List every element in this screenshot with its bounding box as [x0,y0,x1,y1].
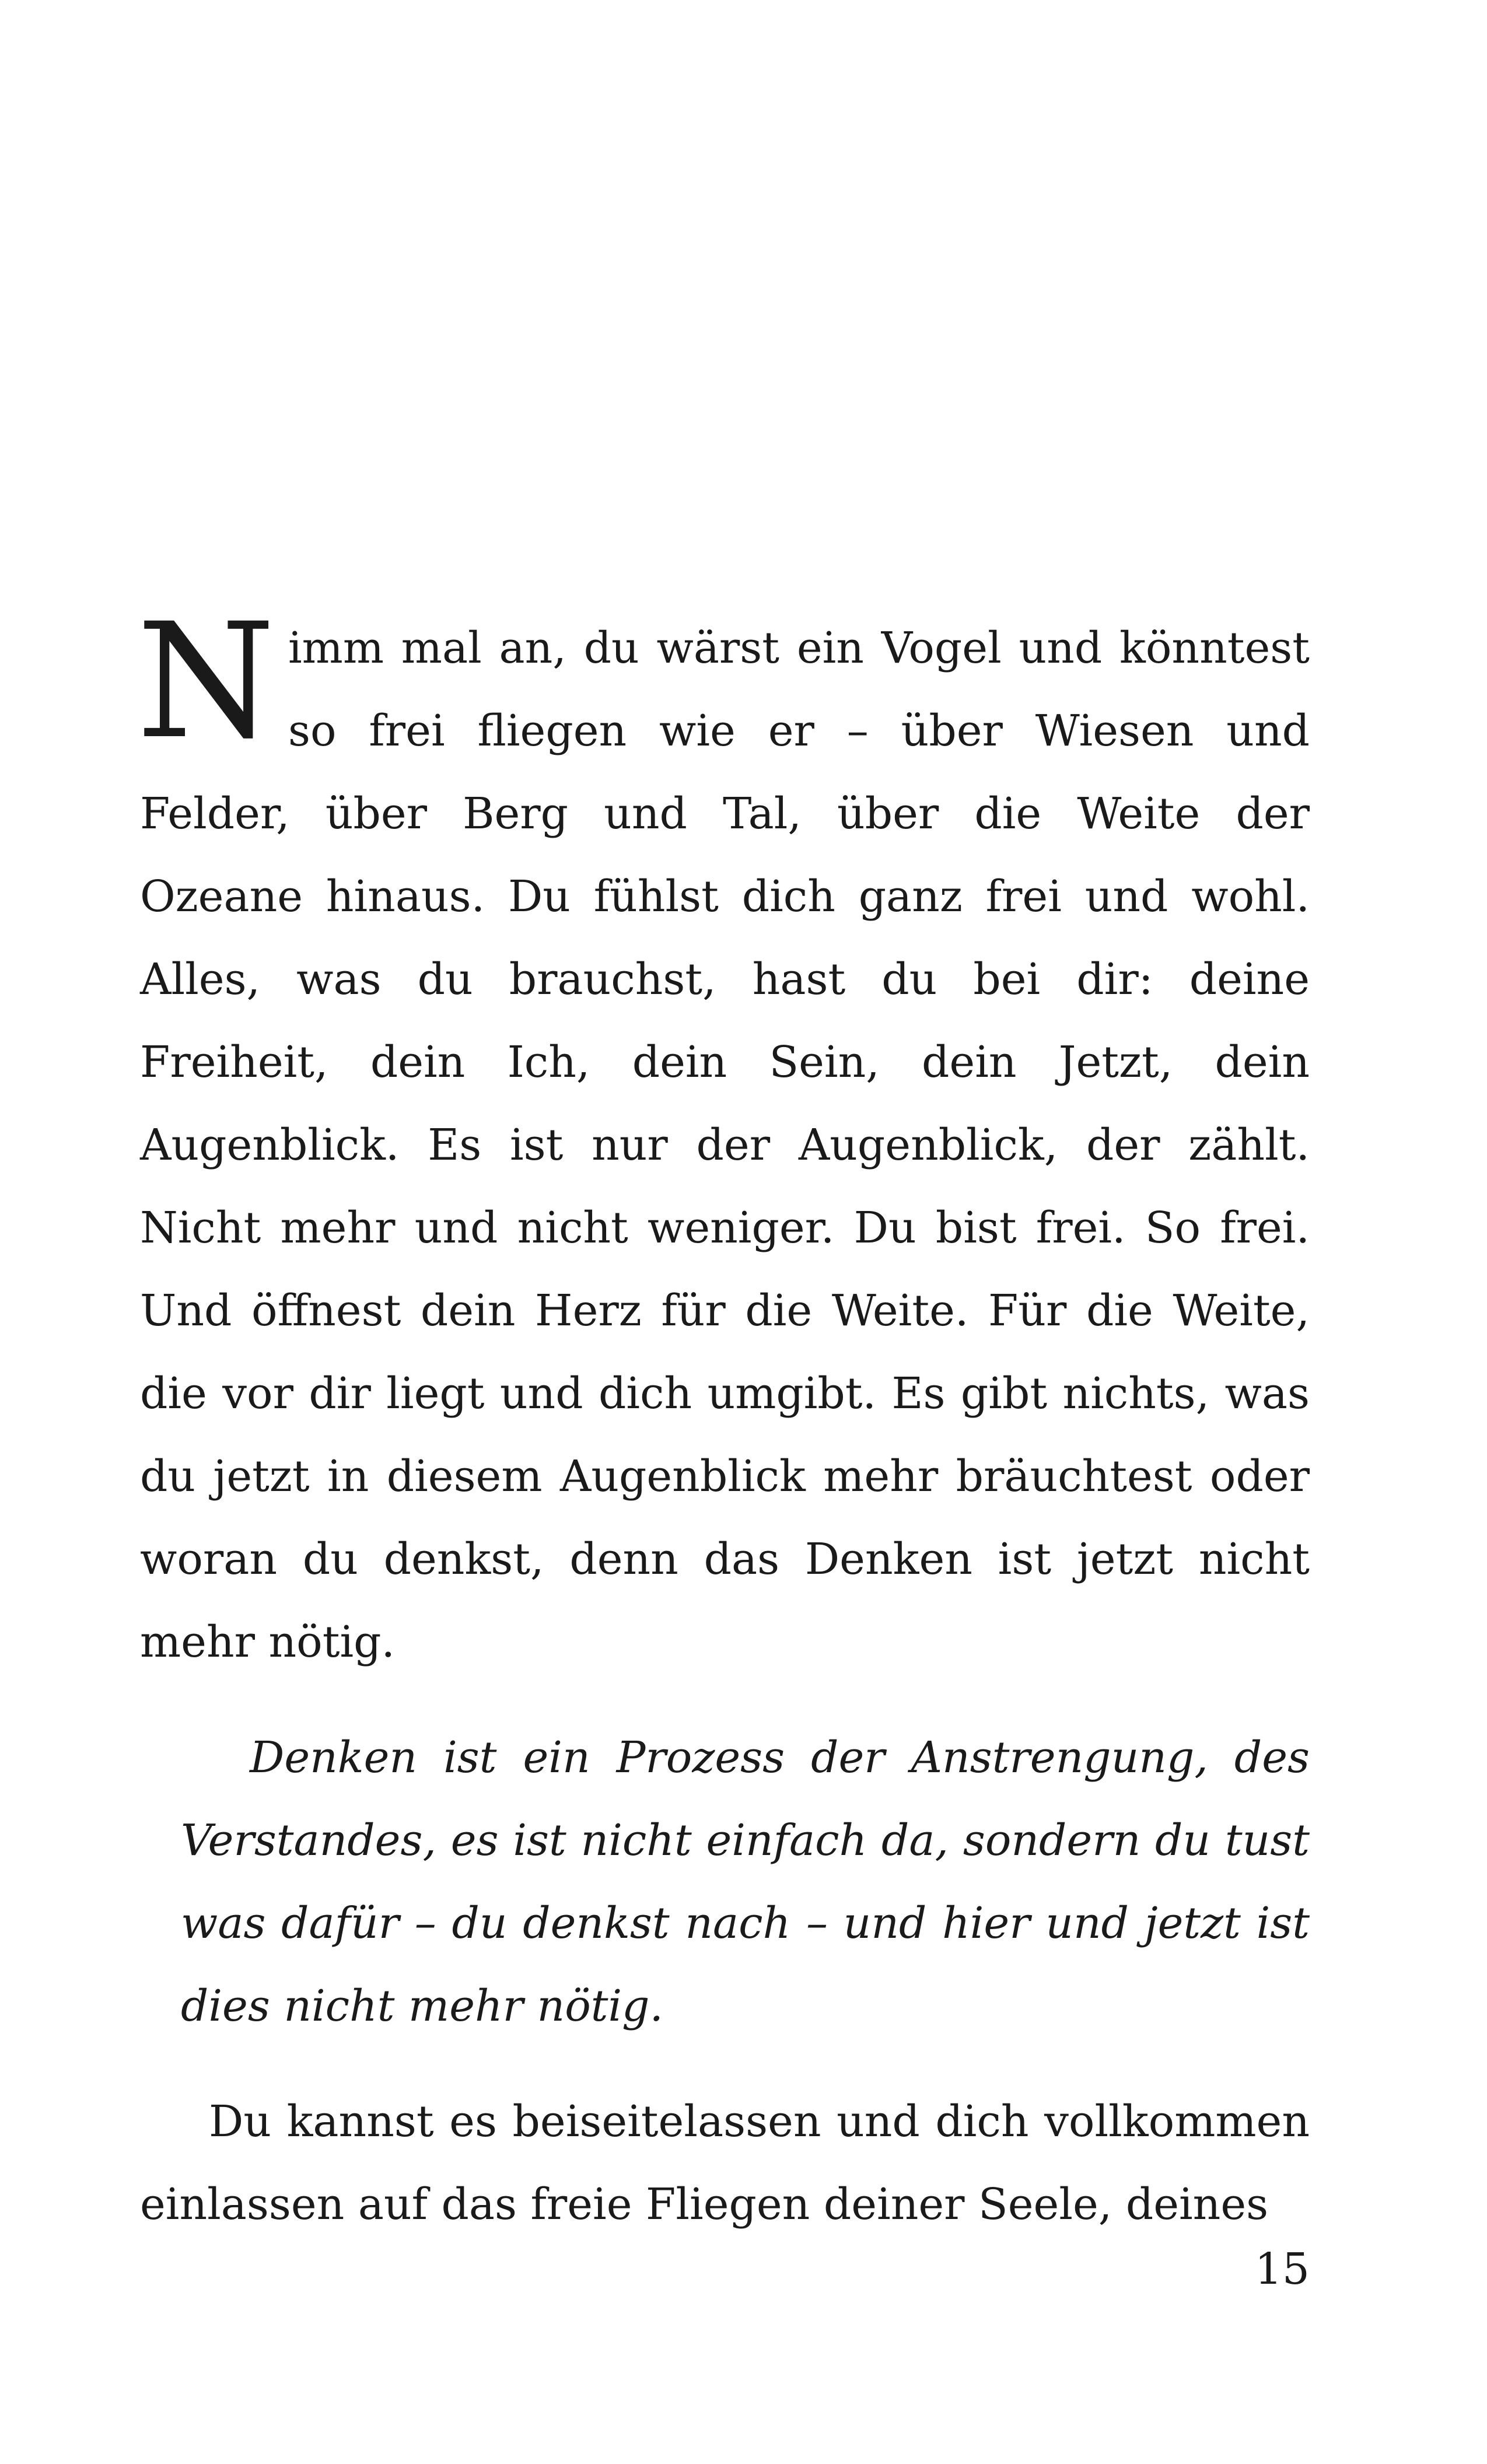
body-text [137,590,1310,2246]
drop-cap: N [137,590,275,774]
paragraph-opening [137,590,1310,1684]
paragraph-continuation: Du kannst es beiseitelassen und dich vollkommen einlassen auf das freie Fliegen deiner Seele, deines [140,2096,1310,2230]
paragraph-opening-text: imm mal an, du wärst ein Vogel und könntest so frei fliegen wie er – über Wiesen und Felder, über Berg und Tal, über die Weite der Ozeane hinaus. Du fühlst dich ganz frei und wohl. Alles, was du brauchst, hast du bei dir: deine Freiheit, dein Ich, dein Sein, dein Jetzt, dein Augenblick. Es ist nur der Augenblick, der zählt. Nicht mehr und nicht weniger. Du bist frei. So frei. Und öffnest dein Herz für die Weite. Für die Weite, die vor dir liegt und dich umgibt. Es gibt nichts, was du jetzt in diesem Augenblick mehr bräuchtest oder woran du denkst, denn das Denken ist jetzt nicht mehr nötig. [140,623,1310,1667]
page-number: 15 [1254,2244,1310,2294]
block-quote: Denken ist ein Prozess der Anstrengung, des Verstandes, es ist nicht einfach da, sondern du tust was dafür – du denkst nach – und hier und jetzt ist dies nicht mehr nötig. [181,1732,1310,2031]
